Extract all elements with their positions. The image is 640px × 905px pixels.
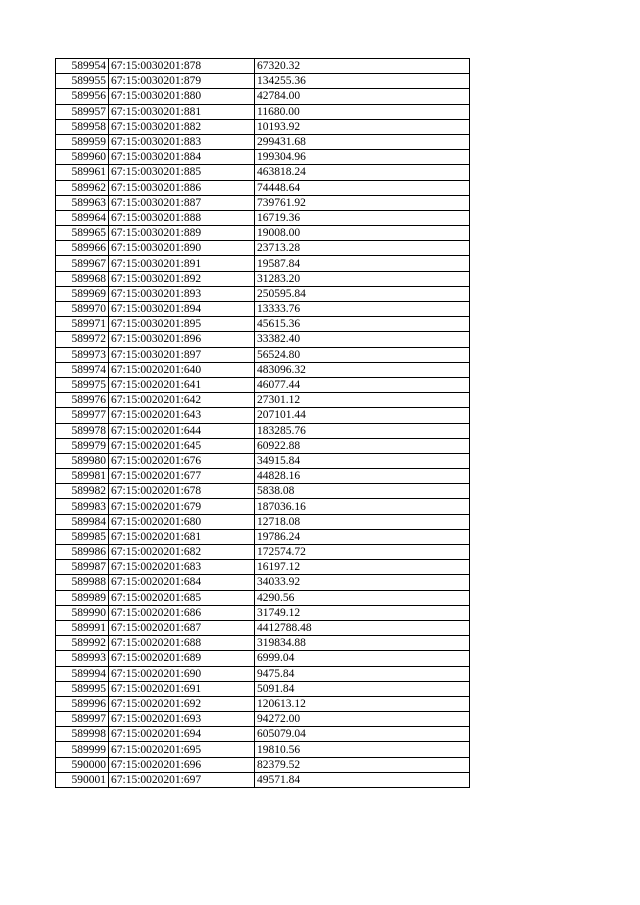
cadastral-number-cell: 67:15:0020201:682	[109, 545, 255, 560]
cadastral-number-cell: 67:15:0020201:683	[109, 560, 255, 575]
table-row	[56, 347, 470, 362]
cadastral-value-cell: 67320.32	[255, 59, 470, 74]
cadastral-value-cell: 23713.28	[255, 241, 470, 256]
cadastral-value-cell: 56524.80	[255, 347, 470, 362]
table-row	[56, 195, 470, 210]
row-number-cell: 589979	[56, 438, 109, 453]
row-number-cell: 589954	[56, 59, 109, 74]
cadastral-value-cell: 44828.16	[255, 469, 470, 484]
table-row	[56, 742, 470, 757]
row-number-cell: 589984	[56, 514, 109, 529]
table-row	[56, 377, 470, 392]
cadastral-number-cell: 67:15:0020201:695	[109, 742, 255, 757]
table-row	[56, 636, 470, 651]
row-number-cell: 589990	[56, 605, 109, 620]
cadastral-value-cell: 187036.16	[255, 499, 470, 514]
table-row	[56, 575, 470, 590]
cadastral-value-cell: 16197.12	[255, 560, 470, 575]
cadastral-value-cell: 16719.36	[255, 210, 470, 225]
row-number-cell: 589982	[56, 484, 109, 499]
table-row	[56, 590, 470, 605]
cadastral-value-cell: 19810.56	[255, 742, 470, 757]
cadastral-value-cell: 94272.00	[255, 712, 470, 727]
cadastral-number-cell: 67:15:0020201:680	[109, 514, 255, 529]
row-number-cell: 589992	[56, 636, 109, 651]
cadastral-value-cell: 250595.84	[255, 286, 470, 301]
row-number-cell: 589965	[56, 226, 109, 241]
cadastral-number-cell: 67:15:0030201:893	[109, 286, 255, 301]
row-number-cell: 589980	[56, 453, 109, 468]
cadastral-value-cell: 74448.64	[255, 180, 470, 195]
cadastral-number-cell: 67:15:0020201:687	[109, 620, 255, 635]
row-number-cell: 589969	[56, 286, 109, 301]
cadastral-number-cell: 67:15:0030201:882	[109, 119, 255, 134]
cadastral-number-cell: 67:15:0020201:644	[109, 423, 255, 438]
cadastral-number-cell: 67:15:0030201:885	[109, 165, 255, 180]
cadastral-value-cell: 46077.44	[255, 377, 470, 392]
cadastral-value-cell: 19786.24	[255, 529, 470, 544]
row-number-cell: 589996	[56, 696, 109, 711]
row-number-cell: 589975	[56, 377, 109, 392]
row-number-cell: 589964	[56, 210, 109, 225]
row-number-cell: 589995	[56, 681, 109, 696]
cadastral-value-cell: 483096.32	[255, 362, 470, 377]
table-row	[56, 727, 470, 742]
table-row	[56, 772, 470, 787]
cadastral-value-cell: 13333.76	[255, 302, 470, 317]
table-row	[56, 286, 470, 301]
cadastral-number-cell: 67:15:0030201:883	[109, 134, 255, 149]
cadastral-number-cell: 67:15:0020201:689	[109, 651, 255, 666]
cadastral-value-cell: 27301.12	[255, 393, 470, 408]
table-row	[56, 651, 470, 666]
table-row	[56, 317, 470, 332]
table-row	[56, 119, 470, 134]
cadastral-number-cell: 67:15:0030201:886	[109, 180, 255, 195]
cadastral-value-cell: 183285.76	[255, 423, 470, 438]
cadastral-value-cell: 4412788.48	[255, 620, 470, 635]
table-row	[56, 256, 470, 271]
cadastral-value-cell: 31749.12	[255, 605, 470, 620]
cadastral-value-cell: 45615.36	[255, 317, 470, 332]
table-row	[56, 150, 470, 165]
table-row	[56, 712, 470, 727]
cadastral-number-cell: 67:15:0020201:694	[109, 727, 255, 742]
table-row	[56, 74, 470, 89]
row-number-cell: 589971	[56, 317, 109, 332]
row-number-cell: 589972	[56, 332, 109, 347]
cadastral-number-cell: 67:15:0030201:895	[109, 317, 255, 332]
table-row	[56, 302, 470, 317]
table-row	[56, 210, 470, 225]
row-number-cell: 589987	[56, 560, 109, 575]
table-row	[56, 59, 470, 74]
table-row	[56, 514, 470, 529]
cadastral-number-cell: 67:15:0020201:696	[109, 757, 255, 772]
cadastral-number-cell: 67:15:0030201:879	[109, 74, 255, 89]
cadastral-value-cell: 299431.68	[255, 134, 470, 149]
cadastral-number-cell: 67:15:0020201:693	[109, 712, 255, 727]
table-row	[56, 134, 470, 149]
table-row	[56, 408, 470, 423]
table-row	[56, 271, 470, 286]
cadastral-number-cell: 67:15:0020201:684	[109, 575, 255, 590]
cadastral-value-cell: 10193.92	[255, 119, 470, 134]
table-body	[56, 59, 470, 788]
cadastral-number-cell: 67:15:0020201:645	[109, 438, 255, 453]
cadastral-number-cell: 67:15:0030201:880	[109, 89, 255, 104]
cadastral-value-cell: 6999.04	[255, 651, 470, 666]
cadastral-number-cell: 67:15:0030201:897	[109, 347, 255, 362]
cadastral-value-cell: 319834.88	[255, 636, 470, 651]
row-number-cell: 589981	[56, 469, 109, 484]
row-number-cell: 589977	[56, 408, 109, 423]
cadastral-number-cell: 67:15:0020201:681	[109, 529, 255, 544]
row-number-cell: 589997	[56, 712, 109, 727]
table-row	[56, 423, 470, 438]
cadastral-number-cell: 67:15:0020201:692	[109, 696, 255, 711]
cadastral-value-cell: 463818.24	[255, 165, 470, 180]
cadastral-value-cell: 19587.84	[255, 256, 470, 271]
row-number-cell: 589988	[56, 575, 109, 590]
row-number-cell: 589968	[56, 271, 109, 286]
cadastral-number-cell: 67:15:0020201:641	[109, 377, 255, 392]
row-number-cell: 589974	[56, 362, 109, 377]
cadastral-value-cell: 134255.36	[255, 74, 470, 89]
cadastral-value-table	[55, 58, 470, 788]
table-row	[56, 180, 470, 195]
row-number-cell: 589955	[56, 74, 109, 89]
table-row	[56, 393, 470, 408]
table-row	[56, 89, 470, 104]
cadastral-number-cell: 67:15:0020201:678	[109, 484, 255, 499]
table-row	[56, 529, 470, 544]
cadastral-value-cell: 11680.00	[255, 104, 470, 119]
row-number-cell: 589985	[56, 529, 109, 544]
cadastral-number-cell: 67:15:0030201:890	[109, 241, 255, 256]
cadastral-value-cell: 49571.84	[255, 772, 470, 787]
row-number-cell: 589967	[56, 256, 109, 271]
table-row	[56, 696, 470, 711]
cadastral-number-cell: 67:15:0020201:688	[109, 636, 255, 651]
cadastral-value-cell: 172574.72	[255, 545, 470, 560]
cadastral-value-cell: 120613.12	[255, 696, 470, 711]
cadastral-value-cell: 60922.88	[255, 438, 470, 453]
row-number-cell: 590001	[56, 772, 109, 787]
cadastral-value-cell: 739761.92	[255, 195, 470, 210]
row-number-cell: 589991	[56, 620, 109, 635]
cadastral-value-cell: 5091.84	[255, 681, 470, 696]
row-number-cell: 589978	[56, 423, 109, 438]
row-number-cell: 589960	[56, 150, 109, 165]
cadastral-number-cell: 67:15:0020201:697	[109, 772, 255, 787]
table-row	[56, 681, 470, 696]
row-number-cell: 589973	[56, 347, 109, 362]
cadastral-number-cell: 67:15:0030201:878	[109, 59, 255, 74]
cadastral-number-cell: 67:15:0020201:679	[109, 499, 255, 514]
cadastral-value-cell: 34915.84	[255, 453, 470, 468]
row-number-cell: 589994	[56, 666, 109, 681]
row-number-cell: 589986	[56, 545, 109, 560]
table-row	[56, 620, 470, 635]
cadastral-value-cell: 34033.92	[255, 575, 470, 590]
row-number-cell: 589957	[56, 104, 109, 119]
cadastral-value-cell: 9475.84	[255, 666, 470, 681]
cadastral-value-cell: 42784.00	[255, 89, 470, 104]
row-number-cell: 589962	[56, 180, 109, 195]
cadastral-value-cell: 4290.56	[255, 590, 470, 605]
table-row	[56, 165, 470, 180]
row-number-cell: 590000	[56, 757, 109, 772]
cadastral-number-cell: 67:15:0020201:642	[109, 393, 255, 408]
cadastral-number-cell: 67:15:0020201:686	[109, 605, 255, 620]
row-number-cell: 589970	[56, 302, 109, 317]
row-number-cell: 589963	[56, 195, 109, 210]
cadastral-value-cell: 12718.08	[255, 514, 470, 529]
cadastral-number-cell: 67:15:0030201:881	[109, 104, 255, 119]
cadastral-value-cell: 199304.96	[255, 150, 470, 165]
cadastral-number-cell: 67:15:0030201:887	[109, 195, 255, 210]
cadastral-number-cell: 67:15:0030201:891	[109, 256, 255, 271]
cadastral-number-cell: 67:15:0020201:643	[109, 408, 255, 423]
cadastral-value-cell: 33382.40	[255, 332, 470, 347]
cadastral-number-cell: 67:15:0020201:676	[109, 453, 255, 468]
cadastral-number-cell: 67:15:0020201:677	[109, 469, 255, 484]
cadastral-value-cell: 5838.08	[255, 484, 470, 499]
row-number-cell: 589958	[56, 119, 109, 134]
cadastral-value-cell: 605079.04	[255, 727, 470, 742]
cadastral-value-cell: 31283.20	[255, 271, 470, 286]
cadastral-value-cell: 207101.44	[255, 408, 470, 423]
cadastral-number-cell: 67:15:0030201:884	[109, 150, 255, 165]
table-row	[56, 666, 470, 681]
row-number-cell: 589999	[56, 742, 109, 757]
table-row	[56, 226, 470, 241]
row-number-cell: 589956	[56, 89, 109, 104]
table-row	[56, 499, 470, 514]
table-row	[56, 438, 470, 453]
table-row	[56, 104, 470, 119]
cadastral-number-cell: 67:15:0030201:892	[109, 271, 255, 286]
table-row	[56, 469, 470, 484]
row-number-cell: 589961	[56, 165, 109, 180]
table-row	[56, 332, 470, 347]
cadastral-number-cell: 67:15:0020201:640	[109, 362, 255, 377]
table-row	[56, 484, 470, 499]
table-row	[56, 605, 470, 620]
cadastral-value-cell: 19008.00	[255, 226, 470, 241]
cadastral-number-cell: 67:15:0030201:889	[109, 226, 255, 241]
table-row	[56, 545, 470, 560]
table-row	[56, 757, 470, 772]
row-number-cell: 589966	[56, 241, 109, 256]
cadastral-number-cell: 67:15:0030201:888	[109, 210, 255, 225]
table-row	[56, 560, 470, 575]
row-number-cell: 589998	[56, 727, 109, 742]
cadastral-number-cell: 67:15:0030201:896	[109, 332, 255, 347]
cadastral-number-cell: 67:15:0020201:691	[109, 681, 255, 696]
cadastral-number-cell: 67:15:0020201:690	[109, 666, 255, 681]
row-number-cell: 589983	[56, 499, 109, 514]
table-row	[56, 241, 470, 256]
row-number-cell: 589993	[56, 651, 109, 666]
table-row	[56, 453, 470, 468]
table-row	[56, 362, 470, 377]
row-number-cell: 589989	[56, 590, 109, 605]
row-number-cell: 589976	[56, 393, 109, 408]
cadastral-value-cell: 82379.52	[255, 757, 470, 772]
cadastral-number-cell: 67:15:0020201:685	[109, 590, 255, 605]
cadastral-number-cell: 67:15:0030201:894	[109, 302, 255, 317]
row-number-cell: 589959	[56, 134, 109, 149]
